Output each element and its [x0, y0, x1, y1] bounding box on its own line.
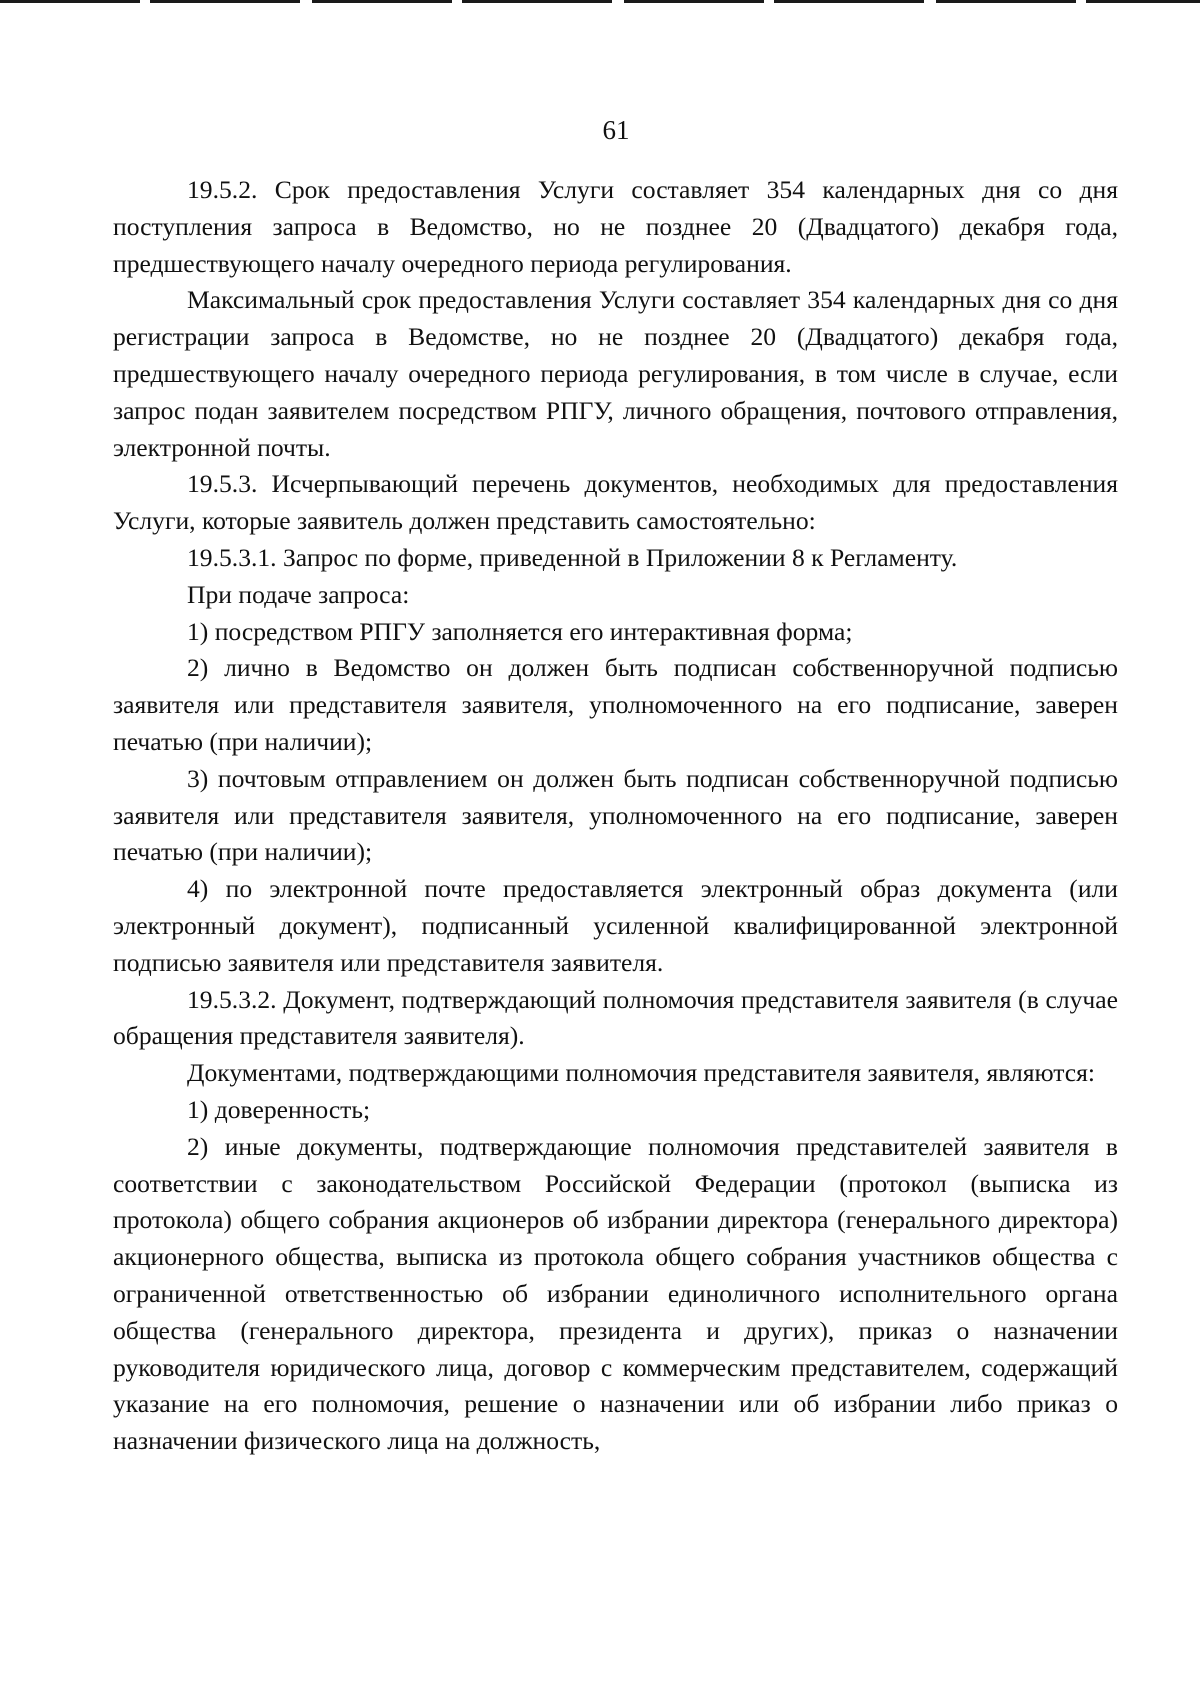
list-item-4-email: 4) по электронной почте предоставляется электронный образ документа (или электронный документ), подписанный усиленной квалифицированной электронной подписью заявителя или представителя заявителя.	[113, 874, 1118, 977]
list-item-1-power-of-attorney: 1) доверенность;	[187, 1094, 371, 1124]
paragraph-authority-docs: Документами, подтверждающими полномочия представителя заявителя, являются:	[187, 1058, 1096, 1088]
paragraph-19-5-3-1: 19.5.3.1. Запрос по форме, приведенной в Приложении 8 к Регламенту.	[187, 542, 958, 572]
paragraph-19-5-3: 19.5.3. Исчерпывающий перечень документов, необходимых для предоставления Услуги, которые заявитель должен представить самостоятельно:	[113, 469, 1118, 536]
paragraph-max-term: Максимальный срок предоставления Услуги составляет 354 календарных дня со дня регистрации запроса в Ведомстве, но не позднее 20 (Двадцатого) декабря года, предшествующего началу очередного периода регулирования, в том числе в случае, если запрос подан заявителем посредством РПГУ, личного обращения, почтового отправления, электронной почты.	[113, 285, 1118, 462]
list-item-2-in-person: 2) лично в Ведомство он должен быть подписан собственноручной подписью заявителя или представителя заявителя, уполномоченного на его подписание, заверен печатью (при наличии);	[113, 653, 1118, 756]
document-body	[113, 172, 1118, 1460]
list-item-2-other-documents: 2) иные документы, подтверждающие полномочия представителей заявителя в соответствии с законодательством Российской Федерации (протокол (выписка из протокола) общего собрания акционеров об избрании директора (генерального директора) акционерного общества, выписка из протокола общего собрания участников общества с ограниченной ответственностью об избрании единоличного исполнительного органа общества (генерального директора, президента и других), приказ о назначении руководителя юридического лица, договор с коммерческим представителем, содержащий указание на его полномочия, решение о назначении или об избрании либо приказ о назначении физического лица на должность,	[113, 1131, 1118, 1456]
list-item-1-rpgu: 1) посредством РПГУ заполняется его интерактивная форма;	[187, 616, 853, 646]
page-number: 61	[602, 115, 630, 145]
paragraph-19-5-3-2: 19.5.3.2. Документ, подтверждающий полномочия представителя заявителя (в случае обращения представителя заявителя).	[113, 984, 1118, 1051]
list-item-3-post: 3) почтовым отправлением он должен быть подписан собственноручной подписью заявителя или представителя заявителя, уполномоченного на его подписание, заверен печатью (при наличии);	[113, 763, 1118, 867]
paragraph-submission-intro: При подаче запроса:	[187, 579, 410, 609]
paragraph-19-5-2: 19.5.2. Срок предоставления Услуги составляет 354 календарных дня со дня поступления запроса в Ведомство, но не позднее 20 (Двадцатого) декабря года, предшествующего началу очередного периода регулирования.	[113, 175, 1118, 278]
scan-top-edge	[0, 0, 1200, 3]
